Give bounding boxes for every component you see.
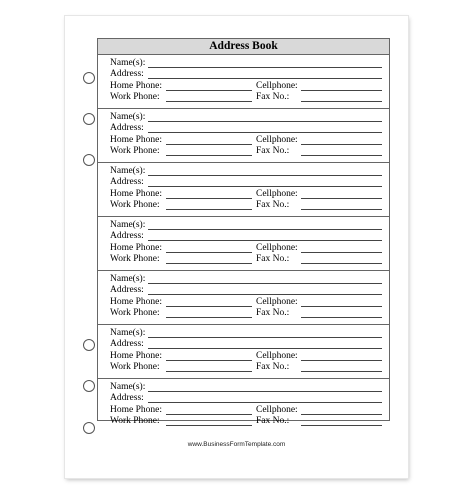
address-entry [98,271,389,325]
home-phone-label: Home Phone: [110,297,162,307]
names-label: Name(s): [110,382,146,392]
work-phone-label: Work Phone: [110,254,160,264]
fax-line[interactable] [301,101,382,102]
names-label: Name(s): [110,112,146,122]
address-line[interactable] [148,240,382,241]
binder-hole [83,422,95,434]
address-label: Address: [110,231,144,241]
names-label: Name(s): [110,220,146,230]
work-phone-line[interactable] [166,371,252,372]
cellphone-label: Cellphone: [256,243,298,253]
cellphone-label: Cellphone: [256,405,298,415]
names-label: Name(s): [110,274,146,284]
address-entry [98,109,389,163]
names-label: Name(s): [110,166,146,176]
fax-label: Fax No.: [256,200,290,210]
cellphone-line[interactable] [301,144,382,145]
work-phone-label: Work Phone: [110,92,160,102]
names-line[interactable] [148,121,382,122]
work-phone-line[interactable] [166,101,252,102]
address-entry [98,55,389,109]
address-entry [98,163,389,217]
fax-line[interactable] [301,425,382,426]
binder-hole [83,113,95,125]
address-entry [98,325,389,379]
address-line[interactable] [148,402,382,403]
cellphone-line[interactable] [301,90,382,91]
home-phone-label: Home Phone: [110,135,162,145]
home-phone-line[interactable] [166,306,252,307]
names-line[interactable] [148,337,382,338]
address-book [97,38,390,426]
cellphone-line[interactable] [301,414,382,415]
work-phone-label: Work Phone: [110,416,160,426]
address-label: Address: [110,123,144,133]
cellphone-line[interactable] [301,252,382,253]
fax-label: Fax No.: [256,308,290,318]
address-entry [98,217,389,271]
cellphone-line[interactable] [301,306,382,307]
work-phone-line[interactable] [166,425,252,426]
address-entry [98,379,389,433]
home-phone-line[interactable] [166,360,252,361]
binder-hole [83,154,95,166]
fax-line[interactable] [301,317,382,318]
address-label: Address: [110,177,144,187]
fax-label: Fax No.: [256,416,290,426]
work-phone-line[interactable] [166,155,252,156]
address-line[interactable] [148,348,382,349]
home-phone-label: Home Phone: [110,351,162,361]
fax-label: Fax No.: [256,254,290,264]
home-phone-label: Home Phone: [110,81,162,91]
fax-label: Fax No.: [256,146,290,156]
work-phone-line[interactable] [166,263,252,264]
home-phone-line[interactable] [166,144,252,145]
home-phone-label: Home Phone: [110,189,162,199]
address-label: Address: [110,339,144,349]
address-line[interactable] [148,186,382,187]
home-phone-line[interactable] [166,198,252,199]
cellphone-label: Cellphone: [256,351,298,361]
work-phone-line[interactable] [166,209,252,210]
address-label: Address: [110,393,144,403]
names-line[interactable] [148,391,382,392]
work-phone-label: Work Phone: [110,146,160,156]
cellphone-label: Cellphone: [256,189,298,199]
work-phone-label: Work Phone: [110,362,160,372]
names-line[interactable] [148,67,382,68]
cellphone-label: Cellphone: [256,135,298,145]
cellphone-label: Cellphone: [256,81,298,91]
home-phone-label: Home Phone: [110,243,162,253]
names-line[interactable] [148,229,382,230]
footer-url: www.BusinessFormTemplate.com [187,441,286,448]
address-line[interactable] [148,294,382,295]
address-book-title: Address Book [98,39,389,55]
binder-hole [83,380,95,392]
cellphone-line[interactable] [301,198,382,199]
entries [98,55,389,433]
fax-line[interactable] [301,155,382,156]
cellphone-label: Cellphone: [256,297,298,307]
names-line[interactable] [148,283,382,284]
fax-line[interactable] [301,263,382,264]
binder-hole [83,72,95,84]
names-label: Name(s): [110,328,146,338]
work-phone-label: Work Phone: [110,308,160,318]
home-phone-line[interactable] [166,252,252,253]
fax-label: Fax No.: [256,92,290,102]
fax-line[interactable] [301,209,382,210]
address-label: Address: [110,69,144,79]
home-phone-line[interactable] [166,90,252,91]
address-label: Address: [110,285,144,295]
address-line[interactable] [148,78,382,79]
address-line[interactable] [148,132,382,133]
names-line[interactable] [148,175,382,176]
work-phone-line[interactable] [166,317,252,318]
binder-hole [83,339,95,351]
fax-label: Fax No.: [256,362,290,372]
fax-line[interactable] [301,371,382,372]
names-label: Name(s): [110,58,146,68]
work-phone-label: Work Phone: [110,200,160,210]
cellphone-line[interactable] [301,360,382,361]
home-phone-line[interactable] [166,414,252,415]
home-phone-label: Home Phone: [110,405,162,415]
